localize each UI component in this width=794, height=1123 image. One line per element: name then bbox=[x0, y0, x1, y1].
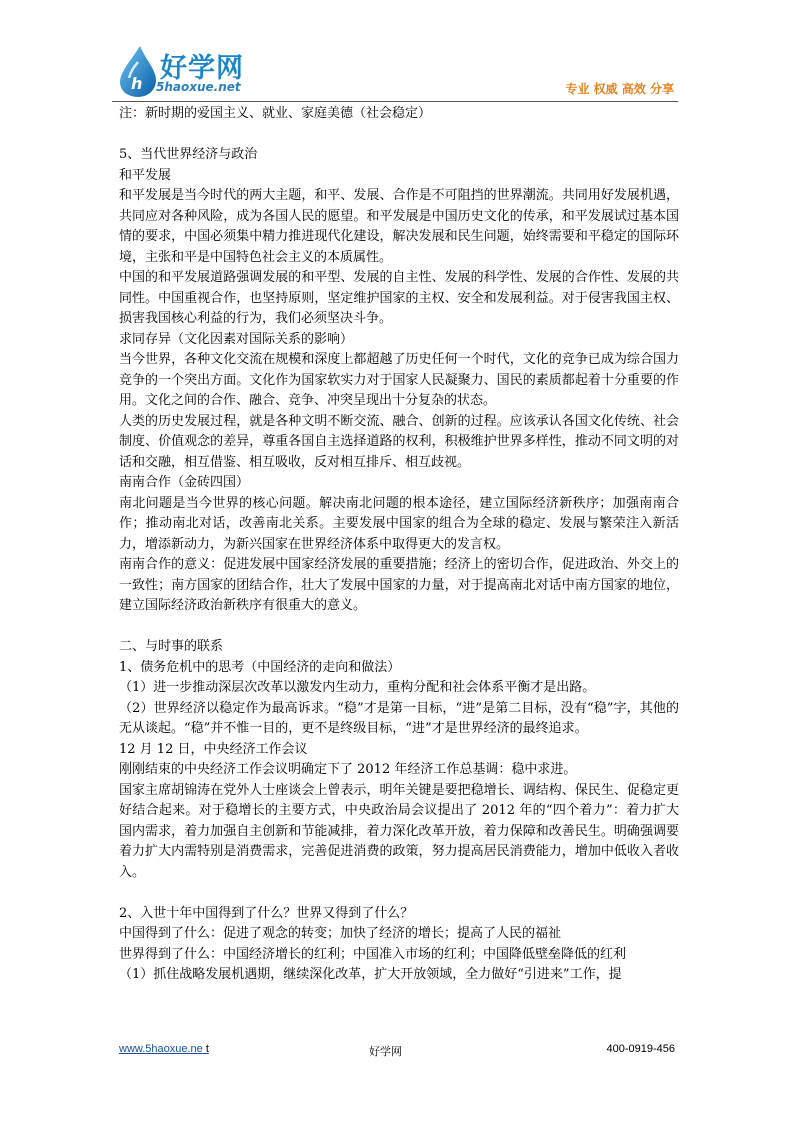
page-header bbox=[112, 40, 682, 102]
body-paragraph: 中国的和平发展道路强调发展的和平型、发展的自主性、发展的科学性、发展的合作性、发展的共同性。中国重视合作，也坚持原则，坚定维护国家的主权、安全和发展利益。对于侵害我国主权、损害我国核心利益的行为，我们必须坚决斗争。 bbox=[119, 270, 679, 326]
section-heading: 二、与时事的联系 bbox=[119, 639, 224, 654]
subheading: 12 月 12 日，中央经济工作会议 bbox=[119, 741, 308, 757]
body-paragraph: 当今世界，各种文化交流在规模和深度上都超越了历史任何一个时代，文化的竞争已成为综合国力竞争的一个突出方面。文化作为国家软实力对于国家人民凝聚力、国民的素质都起着十分重要的作用。文化之间的合作、融合、竞争、冲突呈现出十分复杂的状态。 bbox=[119, 352, 679, 408]
logo-title: 好学网 bbox=[160, 53, 244, 84]
subheading: 2、入世十年中国得到了什么？世界又得到了什么？ bbox=[119, 905, 414, 921]
note-line: 注：新时期的爱国主义、就业、家庭美德（社会稳定） bbox=[119, 106, 432, 121]
site-logo[interactable] bbox=[112, 40, 312, 102]
body-paragraph: 南北问题是当今世界的核心问题。解决南北问题的根本途径，建立国际经济新秩序；加强南南合作；推动南北对话，改善南北关系。主要发展中国家的组合为全球的稳定、发展与繁荣注入新活力，增添新动力，为新兴国家在世界经济体系中取得更大的发言权。 bbox=[119, 495, 679, 552]
section-heading: 5、当代世界经济与政治 bbox=[119, 147, 258, 162]
list-item: （2）世界经济以稳定作为最高诉求。“稳”才是第一目标，“进”是第二目标，没有“稳”字，其他的无从谈起。“稳”并不惟一目的，更不是终级目标，“进”才是世界经济的最终追求。 bbox=[119, 700, 679, 736]
body-paragraph: 人类的历史发展过程，就是各种文明不断交流、融合、创新的过程。应该承认各国文化传统、社会制度、价值观念的差异，尊重各国自主选择道路的权利，积极维护世界多样性，推动不同文明的对话和交融，相互借鉴、相互吸收，反对相互排斥、相互歧视。 bbox=[119, 413, 679, 470]
body-paragraph: 中国得到了什么：促进了观念的转变；加快了经济的增长；提高了人民的福祉 bbox=[119, 926, 562, 941]
footer-phone: 400-0919-456 bbox=[606, 1043, 675, 1055]
water-drop-logo-icon bbox=[116, 44, 160, 98]
footer-link-tail: t bbox=[202, 1043, 209, 1055]
subheading: 南南合作（金砖四国） bbox=[119, 475, 250, 490]
body-paragraph: 国家主席胡锦涛在党外人士座谈会上曾表示，明年关键是要把稳增长、调结构、保民生、促稳定更好结合起来。对于稳增长的主要方式，中央政治局会议提出了 2012 年的“四个着力”：着力扩大国内需求，着力加强自主创新和节能减排，着力深化改革开放，着力保障和改善民生。明确强调要着力扩大内需特别是消费需求，完善促进消费的政策，努力提高居民消费能力，增加中低收入者收入。 bbox=[119, 782, 679, 880]
footer-site-name: 好学网 bbox=[369, 1045, 402, 1058]
list-item: （1）进一步推动深层次改革以激发内生动力，重构分配和社会体系平衡才是出路。 bbox=[119, 680, 596, 695]
list-item: （1）抓住战略发展机遇期，继续深化改革，扩大开放领域，全力做好“引进来”工作，提 bbox=[119, 967, 622, 982]
body-paragraph: 南南合作的意义：促进发展中国家经济发展的重要措施；经济上的密切合作，促进政治、外交上的一致性；南方国家的团结合作，壮大了发展中国家的力量，对于提高南北对话中南方国家的地位，建立国际经济政治新秩序有很重大的意义。 bbox=[119, 557, 679, 613]
body-paragraph: 世界得到了什么：中国经济增长的红利；中国准入市场的红利；中国降低壁垒降低的红利 bbox=[119, 946, 627, 962]
subheading: 求同存异（文化因素对国际关系的影响） bbox=[119, 331, 354, 347]
body-paragraph: 和平发展是当今时代的两大主题，和平、发展、合作是不可阻挡的世界潮流。共同用好发展机遇，共同应对各种风险，成为各国人民的愿望。和平发展是中国历史文化的传承，和平发展试过基本国情的要求，中国必须集中精力推进现代化建设，解决发展和民生问题，始终需要和平稳定的国际环境，主张和平是中国特色社会主义的本质属性。 bbox=[119, 188, 679, 265]
document-body bbox=[119, 104, 679, 986]
footer-link-text: www.5haoxue.ne bbox=[119, 1043, 203, 1055]
subheading: 和平发展 bbox=[119, 167, 172, 183]
logo-subtitle: 5haoxue.net bbox=[156, 80, 241, 94]
subheading: 1、债务危机中的思考（中国经济的走向和做法） bbox=[119, 659, 401, 675]
header-slogan: 专业 权威 高效 分享 bbox=[565, 82, 674, 96]
footer-website-link[interactable] bbox=[119, 1043, 209, 1055]
body-paragraph: 刚刚结束的中央经济工作会议明确定下了 2012 年经济工作总基调：稳中求进。 bbox=[119, 762, 577, 777]
header-divider bbox=[112, 101, 678, 102]
page-footer bbox=[119, 1043, 675, 1059]
svg-text:h: h bbox=[131, 74, 143, 93]
